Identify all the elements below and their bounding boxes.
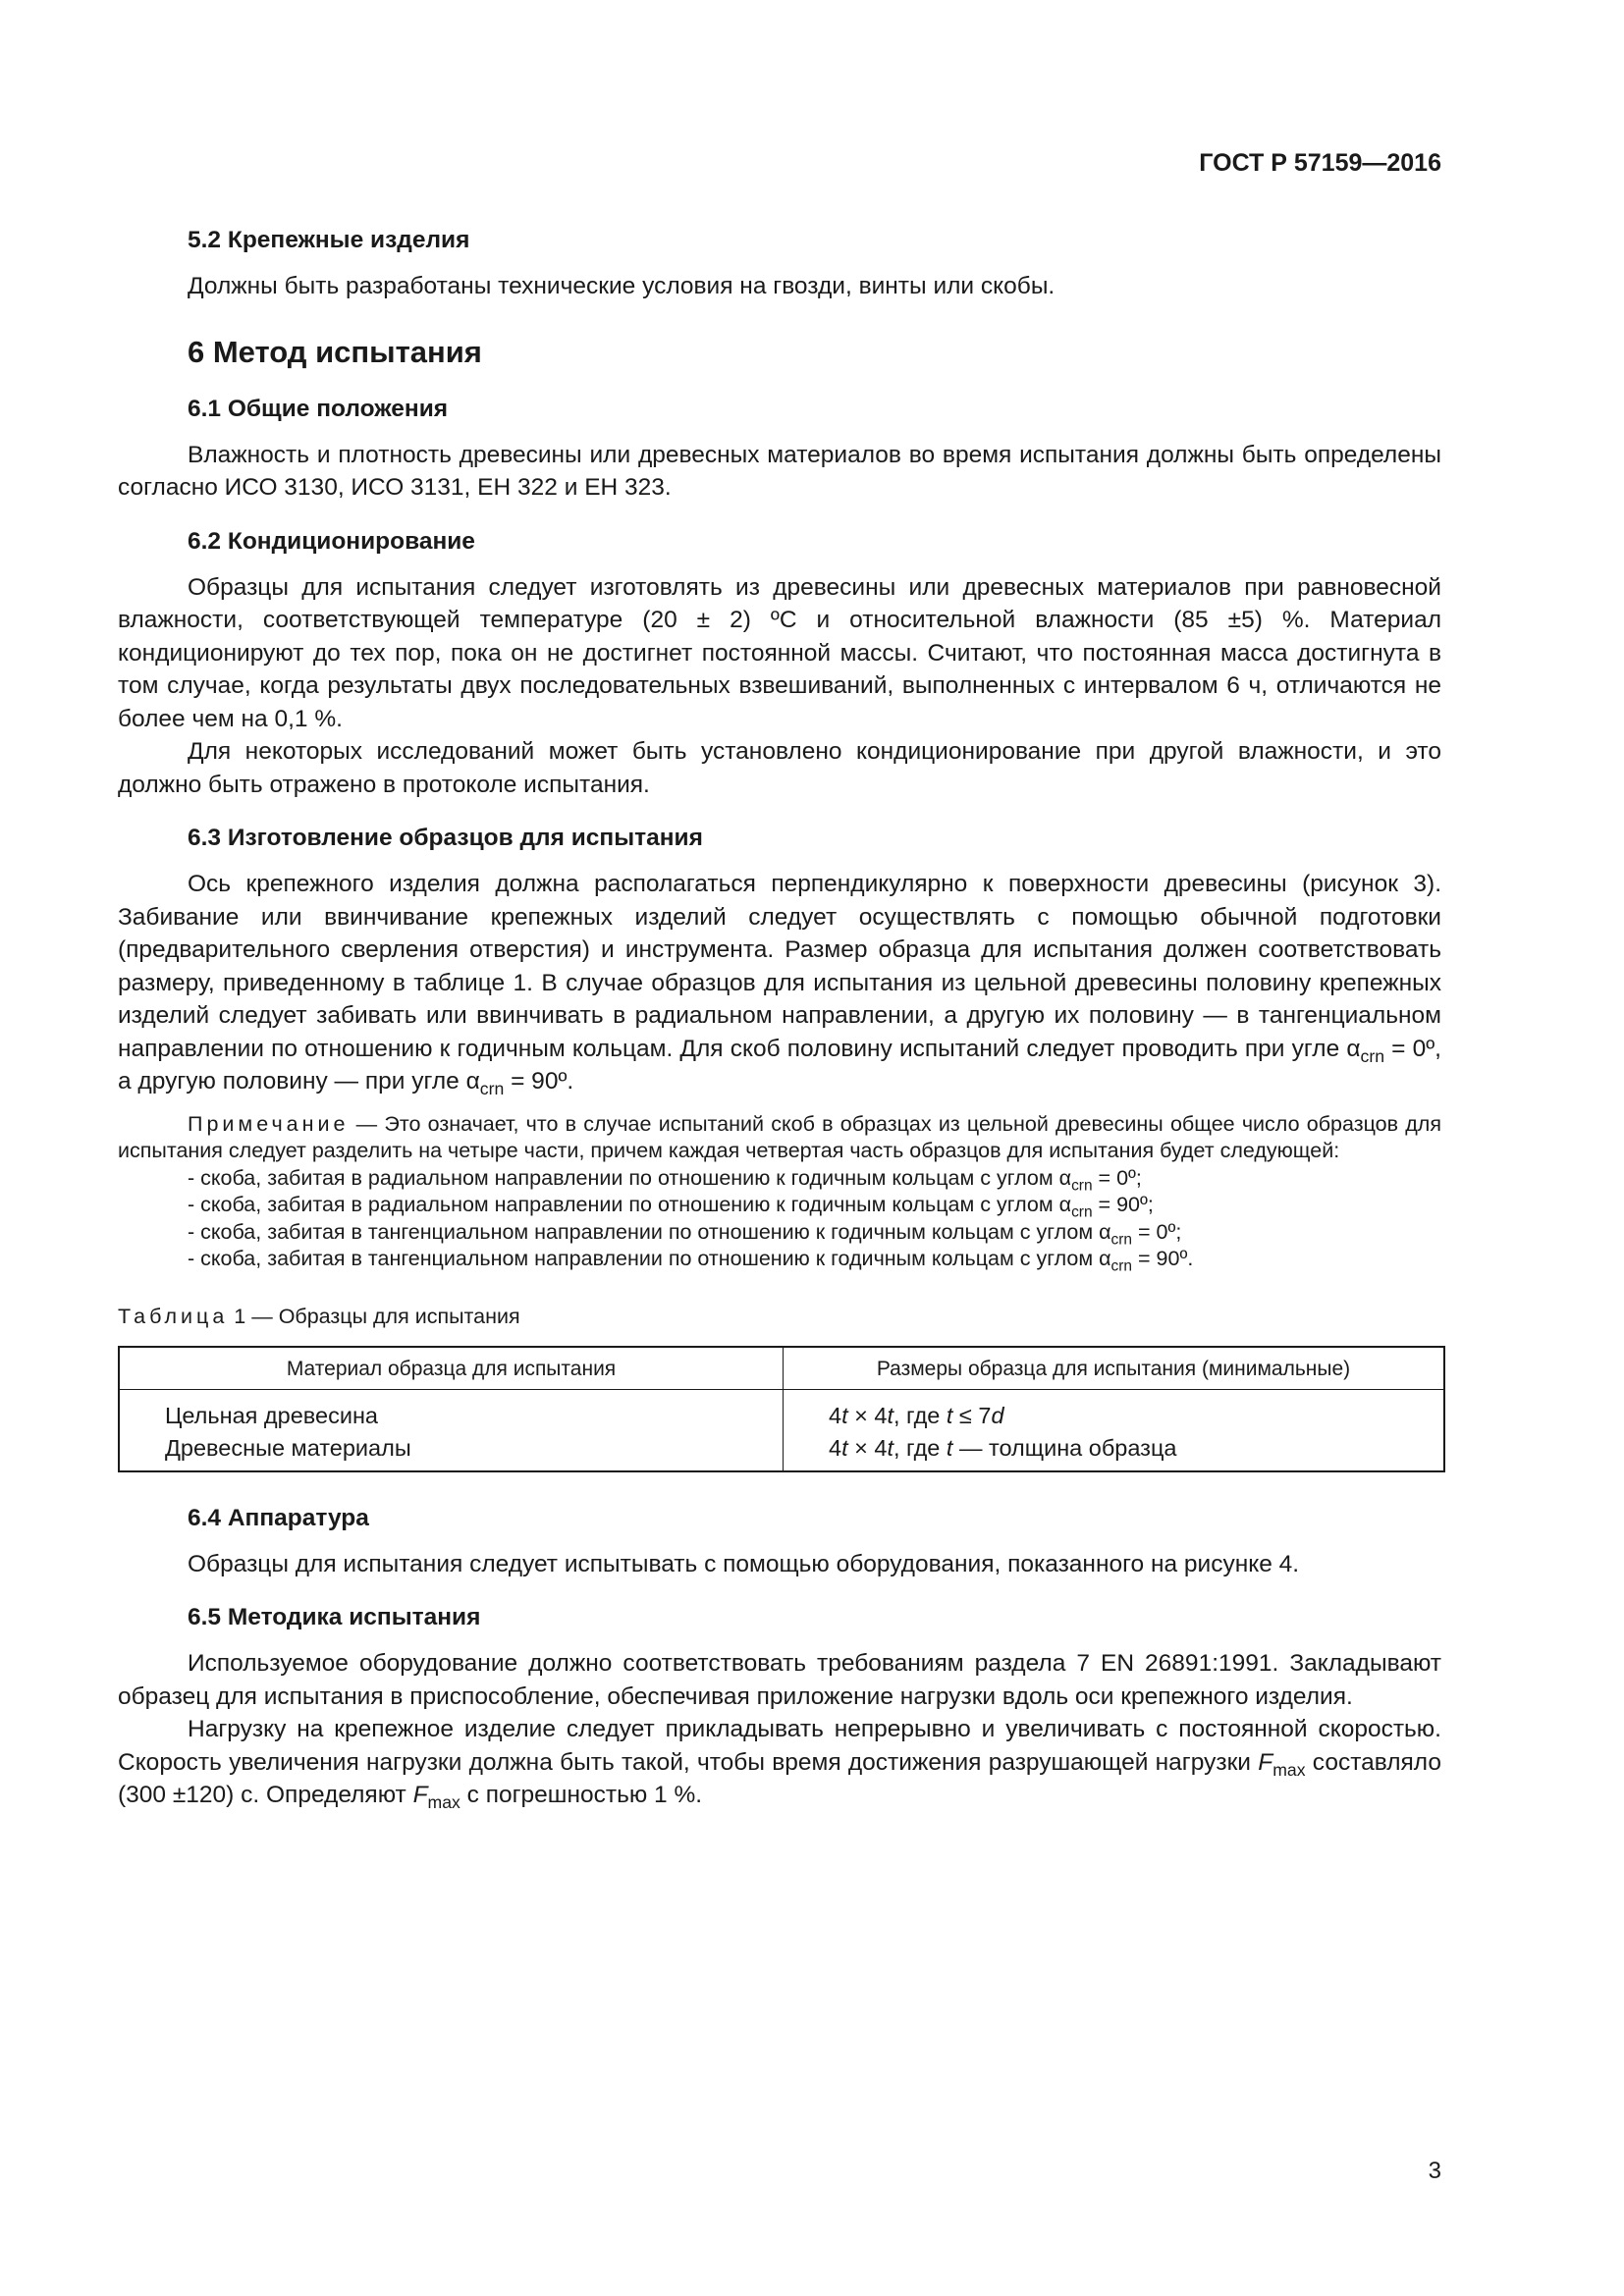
note-item-text: - скоба, забитая в радиальном направлении по отношению к годичным кольцам с углом [188,1193,1059,1216]
table-caption-label: Таблица [118,1304,229,1328]
note-item-end: = 90º; [1092,1193,1154,1216]
document-body [118,224,1441,1812]
section-6-1-heading: 6.1 Общие положения [188,395,449,422]
alpha-symbol: α [465,1068,480,1095]
force-subscript: max [1272,1759,1306,1780]
section-5-2-text: Должны быть разработаны технические условия на гвозди, винты или скобы. [188,273,1056,299]
paragraph-text: Нагрузку на крепежное изделие следует прикладывать непрерывно и увеличивать с постоянной скоростью. Скорость увеличения нагрузки должна быть такой, чтобы время достижения разрушающей нагрузки [118,1716,1441,1776]
table-material-column [120,1390,784,1470]
table-cell-material: Цельная древесина [165,1402,378,1428]
section-6-2-heading: 6.2 Кондиционирование [188,527,475,555]
note-item-text: - скоба, забитая в радиальном направлении по отношению к годичным кольцам с углом [188,1165,1059,1190]
section-6-5-heading: 6.5 Методика испытания [188,1604,481,1630]
alpha-symbol: α [1099,1247,1111,1270]
table-cell-size [829,1432,1443,1465]
section-6-2-paragraph-2: Для некоторых исследований может быть установлено кондиционирование при другой влажности, и это должно быть отражено в протоколе испытания. [118,738,1441,798]
force-symbol: F [412,1782,428,1808]
table-cell-size [829,1400,1443,1432]
specimen-table [118,1346,1445,1472]
page-number: 3 [1428,2158,1441,2184]
note-text: — Это означает, что в случае испытаний скоб в образцах из цельной древесины общее число образцов для испытания следует разделить на четыре части, причем каждая четвертая часть образцов для испытания будет следующей: [118,1111,1441,1162]
note-item-text: - скоба, забитая в тангенциальном направлении по отношению к годичным кольцам с углом [188,1247,1100,1270]
alpha-subscript: crn [1071,1203,1093,1221]
table-size-column [784,1390,1443,1470]
section-6-3-heading: 6.3 Изготовление образцов для испытания [188,825,703,851]
paragraph-main-text: Ось крепежного изделия должна располагаться перпендикулярно к поверхности древесины (рисунок 3). Забивание или ввинчивание крепежных изделий следует осуществлять с помощью обычной подготовки (предварительного сверления отверстия) и инструмента. Размер образца для испытания должен соответствовать размеру, приведенному в таблице 1. В случае образцов для испытания из цельной древесины половину крепежных изделий следует забивать или ввинчивать в радиальном направлении, а другую их половину — в тангенциальном направлении по отношению к годичным кольцам. Для скоб половину испытаний следует проводить при угле [118,871,1441,1062]
alpha-subscript: crn [1110,1257,1133,1275]
section-6-2-paragraph-1: Образцы для испытания следует изготовлять из древесины или древесных материалов при равновесной влажности, соответствующей температуре (20 ± 2) ºС и относительной влажности (85 ±5) %. Материал кондиционируют до тех пор, пока он не достигнет постоянной массы. Считают, что постоянная масса достигнута в том случае, когда результаты двух последовательных взвешиваний, выполненных с интервалом 6 ч, отличаются не более чем на 0,1 %. [118,573,1441,732]
section-6-heading: 6 Метод испытания [188,334,482,369]
force-symbol: F [1258,1748,1273,1776]
table-cell-material: Древесные материалы [165,1434,411,1461]
force-subscript: max [427,1792,460,1813]
paragraph-end-text: = 90º. [504,1068,574,1095]
table-caption [118,1303,1441,1330]
alpha-symbol: α [1058,1193,1072,1216]
alpha-symbol: α [1058,1165,1072,1190]
note-item-text: - скоба, забитая в тангенциальном направлении по отношению к годичным кольцам с углом [188,1219,1100,1244]
section-5-2-heading: 5.2 Крепежные изделия [188,227,470,253]
note-list-item [118,1192,1441,1219]
section-6-3-paragraph [118,868,1441,1098]
document-code: ГОСТ Р 57159—2016 [1199,149,1441,177]
table-header-size: Размеры образца для испытания (минимальные) [784,1348,1443,1390]
section-6-1-text: Влажность и плотность древесины или древесных материалов во время испытания должны быть определены согласно ИСО 3130, ИСО 3131, ЕН 322 и ЕН 323. [118,441,1441,501]
note-item-end: = 0º; [1132,1219,1182,1244]
alpha-subscript: crn [479,1079,505,1099]
section-6-5-paragraph-2 [118,1713,1441,1812]
note-label: Примечание [188,1111,350,1136]
note-list-item [118,1165,1441,1193]
section-6-5-paragraph-1: Используемое оборудование должно соответствовать требованиям раздела 7 EN 26891:1991. Закладывают образец для испытания в приспособление, обеспечивая приложение нагрузки вдоль оси крепежного изделия. [118,1650,1441,1710]
alpha-symbol: α [1099,1219,1111,1244]
note-list-item [118,1246,1441,1273]
note-list-item [118,1219,1441,1247]
paragraph-text: составляло (300 ±120) с. Определяют [118,1748,1441,1808]
alpha-subscript: crn [1110,1230,1133,1248]
table-header-material: Материал образца для испытания [120,1348,784,1390]
alpha-subscript: crn [1071,1176,1093,1194]
note-item-end: = 90º. [1132,1247,1194,1270]
section-6-4-heading: 6.4 Аппаратура [188,1504,369,1531]
note-item-end: = 0º; [1092,1165,1142,1190]
alpha-symbol: α [1346,1035,1361,1062]
table-caption-text: 1 — Образцы для испытания [228,1304,520,1328]
paragraph-mid-text: = 0º, а другую половину — при угле [118,1035,1441,1095]
size-formula-render: 4t × 4t, где t — толщина образца [829,1434,1177,1461]
paragraph-text: с погрешностью 1 %. [460,1782,703,1808]
section-6-4-text: Образцы для испытания следует испытывать с помощью оборудования, показанного на рисунке 4. [188,1550,1300,1577]
note-paragraph [118,1111,1441,1165]
alpha-subscript: crn [1360,1045,1385,1066]
size-formula-render: 4t × 4t, где t ≤ 7d [829,1402,1004,1428]
